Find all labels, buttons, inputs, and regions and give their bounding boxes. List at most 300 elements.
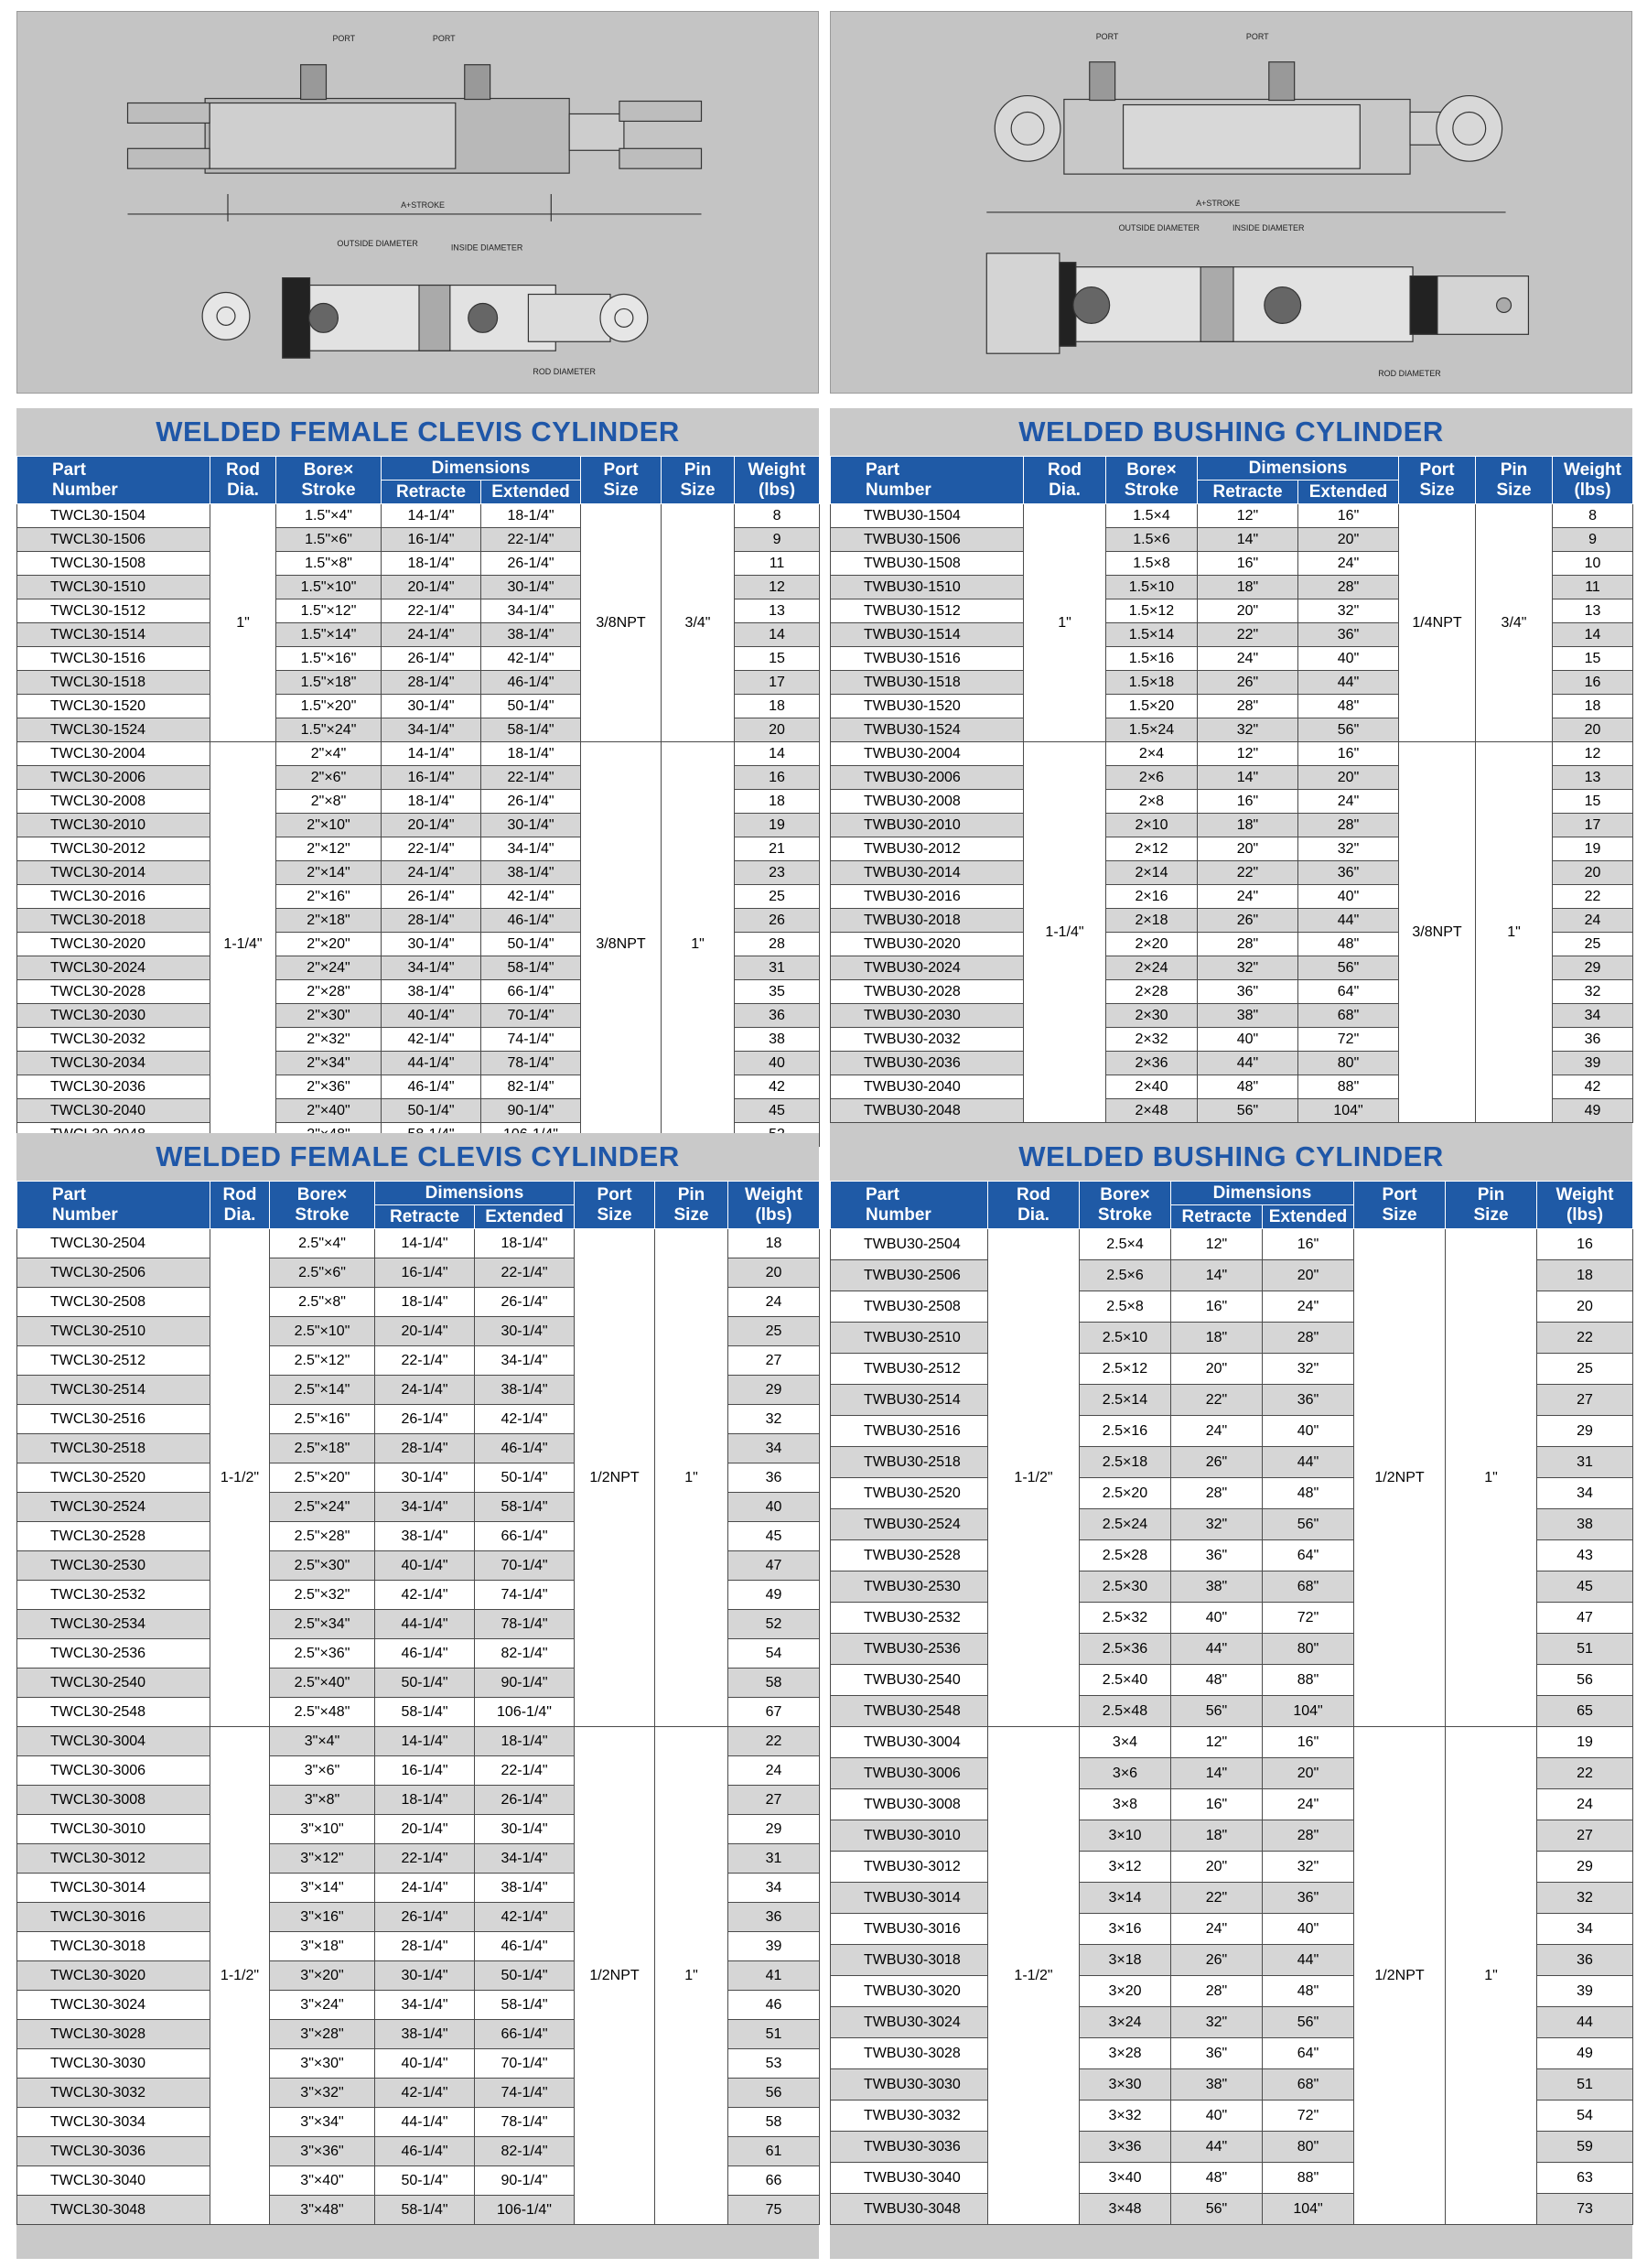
retract-length: 26" bbox=[1198, 671, 1298, 695]
weight: 36 bbox=[728, 1903, 820, 1932]
extended-length: 38-1/4" bbox=[475, 1376, 575, 1405]
weight: 20 bbox=[1553, 861, 1633, 885]
part-number: TWCL30-3016 bbox=[17, 1903, 210, 1932]
bore-stroke: 1.5×20 bbox=[1106, 695, 1198, 718]
extended-length: 50-1/4" bbox=[475, 1463, 575, 1493]
bore-stroke: 2×16 bbox=[1106, 885, 1198, 909]
bore-stroke: 2.5"×36" bbox=[270, 1639, 375, 1669]
retract-length: 24" bbox=[1198, 647, 1298, 671]
bore-stroke: 1.5"×6" bbox=[276, 528, 382, 552]
bore-stroke: 2.5"×10" bbox=[270, 1317, 375, 1346]
retract-length: 56" bbox=[1198, 1099, 1298, 1123]
part-number: TWBU30-2014 bbox=[831, 861, 1024, 885]
bushing-cylinder-drawing bbox=[830, 11, 1632, 394]
extended-length: 66-1/4" bbox=[481, 980, 581, 1004]
retract-length: 24" bbox=[1171, 1416, 1263, 1447]
extended-length: 80" bbox=[1263, 1634, 1354, 1665]
weight: 65 bbox=[1537, 1696, 1633, 1727]
weight: 45 bbox=[728, 1522, 820, 1551]
retract-length: 44-1/4" bbox=[375, 1610, 475, 1639]
pin-size: 3/4" bbox=[1476, 504, 1553, 742]
part-number: TWBU30-2514 bbox=[831, 1385, 988, 1416]
bore-stroke: 2×10 bbox=[1106, 814, 1198, 837]
weight: 43 bbox=[1537, 1540, 1633, 1571]
bore-stroke: 2×28 bbox=[1106, 980, 1198, 1004]
extended-length: 72" bbox=[1263, 2101, 1354, 2132]
weight: 39 bbox=[1537, 1976, 1633, 2007]
weight: 34 bbox=[1553, 1004, 1633, 1028]
part-number: TWCL30-2524 bbox=[17, 1493, 210, 1522]
weight: 34 bbox=[728, 1874, 820, 1903]
table-row bbox=[831, 1229, 1633, 1260]
weight: 26 bbox=[735, 909, 820, 933]
bore-stroke: 2×36 bbox=[1106, 1052, 1198, 1075]
weight: 58 bbox=[728, 2108, 820, 2137]
weight: 8 bbox=[735, 504, 820, 528]
retract-length: 50-1/4" bbox=[382, 1099, 481, 1123]
extended-length: 58-1/4" bbox=[475, 1991, 575, 2020]
part-number: TWBU30-2518 bbox=[831, 1447, 988, 1478]
bore-stroke: 3"×14" bbox=[270, 1874, 375, 1903]
weight: 13 bbox=[1553, 766, 1633, 790]
weight: 27 bbox=[1537, 1820, 1633, 1852]
retract-length: 28" bbox=[1171, 1478, 1263, 1509]
retract-length: 46-1/4" bbox=[375, 2137, 475, 2166]
extended-length: 50-1/4" bbox=[481, 933, 581, 956]
part-number: TWBU30-3018 bbox=[831, 1945, 988, 1976]
part-number: TWBU30-2040 bbox=[831, 1075, 1024, 1099]
part-number: TWCL30-2534 bbox=[17, 1610, 210, 1639]
part-number: TWBU30-3008 bbox=[831, 1789, 988, 1820]
retract-length: 50-1/4" bbox=[375, 2166, 475, 2196]
bore-stroke: 1.5"×18" bbox=[276, 671, 382, 695]
bore-stroke: 1.5×14 bbox=[1106, 623, 1198, 647]
weight: 31 bbox=[1537, 1447, 1633, 1478]
weight: 46 bbox=[728, 1991, 820, 2020]
bore-stroke: 2.5"×14" bbox=[270, 1376, 375, 1405]
weight: 32 bbox=[728, 1405, 820, 1434]
part-number: TWCL30-2520 bbox=[17, 1463, 210, 1493]
retract-length: 22-1/4" bbox=[375, 1844, 475, 1874]
bore-stroke: 2"×30" bbox=[276, 1004, 382, 1028]
part-number: TWCL30-2512 bbox=[17, 1346, 210, 1376]
part-number: TWCL30-1504 bbox=[17, 504, 210, 528]
rod-diameter: 1-1/4" bbox=[1024, 742, 1106, 1123]
weight: 16 bbox=[1537, 1229, 1633, 1260]
weight: 41 bbox=[728, 1961, 820, 1991]
retract-length: 14-1/4" bbox=[375, 1229, 475, 1258]
retract-length: 14-1/4" bbox=[382, 504, 481, 528]
retract-length: 30-1/4" bbox=[375, 1961, 475, 1991]
retract-length: 42-1/4" bbox=[375, 1581, 475, 1610]
bore-stroke: 2"×6" bbox=[276, 766, 382, 790]
part-number: TWCL30-2006 bbox=[17, 766, 210, 790]
retract-length: 38" bbox=[1198, 1004, 1298, 1028]
extended-length: 40" bbox=[1298, 647, 1399, 671]
bore-stroke: 2.5"×18" bbox=[270, 1434, 375, 1463]
bore-stroke: 2"×20" bbox=[276, 933, 382, 956]
bore-stroke: 2.5×20 bbox=[1080, 1478, 1171, 1509]
extended-length: 64" bbox=[1263, 2038, 1354, 2069]
extended-length: 88" bbox=[1298, 1075, 1399, 1099]
retract-length: 28-1/4" bbox=[382, 909, 481, 933]
part-number: TWCL30-3018 bbox=[17, 1932, 210, 1961]
extended-length: 74-1/4" bbox=[475, 2079, 575, 2108]
extended-length: 16" bbox=[1263, 1229, 1354, 1260]
retract-length: 22-1/4" bbox=[375, 1346, 475, 1376]
part-number: TWBU30-1520 bbox=[831, 695, 1024, 718]
part-number: TWBU30-2528 bbox=[831, 1540, 988, 1571]
bore-stroke: 3"×4" bbox=[270, 1727, 375, 1756]
bore-stroke: 1.5"×24" bbox=[276, 718, 382, 742]
weight: 45 bbox=[735, 1099, 820, 1123]
bore-stroke: 3"×28" bbox=[270, 2020, 375, 2049]
weight: 19 bbox=[1537, 1727, 1633, 1758]
part-number: TWBU30-1514 bbox=[831, 623, 1024, 647]
retract-length: 20" bbox=[1198, 599, 1298, 623]
bore-stroke: 2"×36" bbox=[276, 1075, 382, 1099]
weight: 47 bbox=[728, 1551, 820, 1581]
extended-length: 68" bbox=[1263, 1571, 1354, 1603]
bore-stroke: 2"×24" bbox=[276, 956, 382, 980]
bore-stroke: 3"×24" bbox=[270, 1991, 375, 2020]
retract-length: 40" bbox=[1171, 2101, 1263, 2132]
extended-length: 22-1/4" bbox=[475, 1756, 575, 1786]
part-number: TWCL30-2024 bbox=[17, 956, 210, 980]
retract-length: 34-1/4" bbox=[382, 718, 481, 742]
extended-length: 46-1/4" bbox=[481, 671, 581, 695]
retract-length: 26-1/4" bbox=[375, 1903, 475, 1932]
part-number: TWCL30-1520 bbox=[17, 695, 210, 718]
retract-length: 20-1/4" bbox=[382, 814, 481, 837]
bore-stroke: 2×18 bbox=[1106, 909, 1198, 933]
bore-stroke: 1.5×16 bbox=[1106, 647, 1198, 671]
retract-length: 58-1/4" bbox=[375, 1698, 475, 1727]
retract-length: 22" bbox=[1171, 1883, 1263, 1914]
part-number: TWBU30-2520 bbox=[831, 1478, 988, 1509]
extended-length: 56" bbox=[1298, 956, 1399, 980]
bore-stroke: 3×36 bbox=[1080, 2132, 1171, 2163]
retract-length: 58-1/4" bbox=[375, 2196, 475, 2225]
bore-stroke: 3×24 bbox=[1080, 2007, 1171, 2038]
extended-length: 80" bbox=[1298, 1052, 1399, 1075]
rod-diameter: 1-1/2" bbox=[210, 1229, 270, 1727]
retract-length: 18-1/4" bbox=[375, 1288, 475, 1317]
weight: 40 bbox=[728, 1493, 820, 1522]
retract-length: 20" bbox=[1171, 1852, 1263, 1883]
retract-length: 40-1/4" bbox=[382, 1004, 481, 1028]
part-number: TWBU30-2012 bbox=[831, 837, 1024, 861]
bushing-table-section-2 bbox=[830, 1133, 1632, 2259]
extended-length: 72" bbox=[1298, 1028, 1399, 1052]
port-size: 1/2NPT bbox=[575, 1229, 655, 1727]
weight: 39 bbox=[728, 1932, 820, 1961]
retract-length: 40" bbox=[1198, 1028, 1298, 1052]
bore-stroke: 3×30 bbox=[1080, 2069, 1171, 2101]
part-number: TWBU30-1508 bbox=[831, 552, 1024, 576]
part-number: TWCL30-1508 bbox=[17, 552, 210, 576]
retract-length: 26-1/4" bbox=[375, 1405, 475, 1434]
retract-length: 38-1/4" bbox=[382, 980, 481, 1004]
weight: 27 bbox=[728, 1786, 820, 1815]
weight: 14 bbox=[1553, 623, 1633, 647]
extended-length: 82-1/4" bbox=[475, 2137, 575, 2166]
part-number: TWCL30-3020 bbox=[17, 1961, 210, 1991]
part-number: TWBU30-2516 bbox=[831, 1416, 988, 1447]
extended-length: 48" bbox=[1263, 1976, 1354, 2007]
weight: 34 bbox=[1537, 1478, 1633, 1509]
extended-length: 26-1/4" bbox=[475, 1786, 575, 1815]
weight: 13 bbox=[1553, 599, 1633, 623]
part-number: TWCL30-3010 bbox=[17, 1815, 210, 1844]
extended-length: 22-1/4" bbox=[475, 1258, 575, 1288]
bore-stroke: 2.5"×24" bbox=[270, 1493, 375, 1522]
weight: 28 bbox=[735, 933, 820, 956]
port-label-2: PORT bbox=[432, 33, 456, 43]
extended-length: 40" bbox=[1298, 885, 1399, 909]
bore-stroke: 2"×8" bbox=[276, 790, 382, 814]
bore-stroke: 2"×28" bbox=[276, 980, 382, 1004]
bore-stroke: 2.5"×32" bbox=[270, 1581, 375, 1610]
bore-stroke: 1.5"×20" bbox=[276, 695, 382, 718]
retract-length: 12" bbox=[1171, 1727, 1263, 1758]
bore-stroke: 3"×48" bbox=[270, 2196, 375, 2225]
port-size: 1/2NPT bbox=[1354, 1727, 1446, 2225]
retract-length: 20-1/4" bbox=[375, 1317, 475, 1346]
rod-diameter: 1-1/4" bbox=[210, 742, 276, 1147]
part-number: TWCL30-1518 bbox=[17, 671, 210, 695]
bore-stroke: 2"×10" bbox=[276, 814, 382, 837]
bore-stroke: 1.5×12 bbox=[1106, 599, 1198, 623]
extended-length: 34-1/4" bbox=[475, 1346, 575, 1376]
extended-length: 46-1/4" bbox=[475, 1434, 575, 1463]
weight: 32 bbox=[1553, 980, 1633, 1004]
bore-stroke: 2.5"×34" bbox=[270, 1610, 375, 1639]
section-title: WELDED BUSHING CYLINDER bbox=[1018, 416, 1444, 448]
part-number: TWBU30-1512 bbox=[831, 599, 1024, 623]
weight: 27 bbox=[1537, 1385, 1633, 1416]
retract-length: 38" bbox=[1171, 1571, 1263, 1603]
rod-diameter: 1" bbox=[1024, 504, 1106, 742]
bore-stroke: 2.5×6 bbox=[1080, 1260, 1171, 1291]
retract-length: 16-1/4" bbox=[375, 1756, 475, 1786]
bore-stroke: 2"×40" bbox=[276, 1099, 382, 1123]
bore-stroke: 2.5×18 bbox=[1080, 1447, 1171, 1478]
extended-length: 70-1/4" bbox=[475, 1551, 575, 1581]
clevis-cylinder-drawing bbox=[16, 11, 819, 394]
extended-length: 42-1/4" bbox=[481, 647, 581, 671]
retract-length: 16-1/4" bbox=[375, 1258, 475, 1288]
retract-length: 22" bbox=[1171, 1385, 1263, 1416]
extended-length: 68" bbox=[1298, 1004, 1399, 1028]
part-number: TWCL30-3030 bbox=[17, 2049, 210, 2079]
retract-length: 12" bbox=[1171, 1229, 1263, 1260]
table-row bbox=[17, 1229, 820, 1258]
bore-stroke: 3×18 bbox=[1080, 1945, 1171, 1976]
extended-length: 30-1/4" bbox=[481, 576, 581, 599]
bore-stroke: 3"×12" bbox=[270, 1844, 375, 1874]
retract-length: 24-1/4" bbox=[375, 1874, 475, 1903]
weight: 16 bbox=[1553, 671, 1633, 695]
part-number: TWCL30-3032 bbox=[17, 2079, 210, 2108]
part-number: TWCL30-3028 bbox=[17, 2020, 210, 2049]
part-number: TWCL30-3014 bbox=[17, 1874, 210, 1903]
clevis-table-section-2 bbox=[16, 1133, 819, 2259]
part-number: TWBU30-3010 bbox=[831, 1820, 988, 1852]
weight: 21 bbox=[735, 837, 820, 861]
part-number: TWCL30-2516 bbox=[17, 1405, 210, 1434]
bore-stroke: 2.5×36 bbox=[1080, 1634, 1171, 1665]
retract-length: 22-1/4" bbox=[382, 599, 481, 623]
part-number: TWBU30-1506 bbox=[831, 528, 1024, 552]
weight: 51 bbox=[1537, 1634, 1633, 1665]
part-number: TWCL30-2510 bbox=[17, 1317, 210, 1346]
part-number: TWCL30-2514 bbox=[17, 1376, 210, 1405]
weight: 47 bbox=[1537, 1603, 1633, 1634]
retract-length: 12" bbox=[1198, 742, 1298, 766]
extended-length: 34-1/4" bbox=[481, 599, 581, 623]
part-number: TWBU30-1504 bbox=[831, 504, 1024, 528]
extended-length: 18-1/4" bbox=[481, 742, 581, 766]
bore-stroke: 3×6 bbox=[1080, 1758, 1171, 1789]
retract-length: 24" bbox=[1171, 1914, 1263, 1945]
weight: 8 bbox=[1553, 504, 1633, 528]
stroke-label: A+STROKE bbox=[1196, 198, 1241, 208]
bore-stroke: 2"×18" bbox=[276, 909, 382, 933]
part-number: TWCL30-2014 bbox=[17, 861, 210, 885]
port-size: 1/4NPT bbox=[1399, 504, 1476, 742]
port-label-2: PORT bbox=[1245, 31, 1269, 41]
table-row bbox=[831, 1727, 1633, 1758]
retract-length: 18" bbox=[1171, 1323, 1263, 1354]
bore-stroke: 3"×32" bbox=[270, 2079, 375, 2108]
bore-stroke: 2.5"×16" bbox=[270, 1405, 375, 1434]
rod-diameter-label: ROD DIAMETER bbox=[1378, 369, 1441, 379]
retract-length: 46-1/4" bbox=[382, 1075, 481, 1099]
bore-stroke: 2"×4" bbox=[276, 742, 382, 766]
retract-length: 28" bbox=[1198, 933, 1298, 956]
part-number: TWBU30-3006 bbox=[831, 1758, 988, 1789]
retract-length: 20-1/4" bbox=[375, 1815, 475, 1844]
weight: 58 bbox=[728, 1669, 820, 1698]
weight: 35 bbox=[735, 980, 820, 1004]
weight: 11 bbox=[1553, 576, 1633, 599]
retract-length: 20" bbox=[1198, 837, 1298, 861]
weight: 42 bbox=[1553, 1075, 1633, 1099]
weight: 12 bbox=[1553, 742, 1633, 766]
part-number: TWBU30-2030 bbox=[831, 1004, 1024, 1028]
part-number: TWCL30-3004 bbox=[17, 1727, 210, 1756]
inside-diameter-label: INSIDE DIAMETER bbox=[450, 243, 523, 253]
port-size: 3/8NPT bbox=[581, 504, 662, 742]
bore-stroke: 3"×34" bbox=[270, 2108, 375, 2137]
retract-length: 22" bbox=[1198, 623, 1298, 647]
extended-length: 34-1/4" bbox=[475, 1844, 575, 1874]
bore-stroke: 3×10 bbox=[1080, 1820, 1171, 1852]
bore-stroke: 2×8 bbox=[1106, 790, 1198, 814]
part-number: TWBU30-2006 bbox=[831, 766, 1024, 790]
spec-table: Part Number Rod Dia. Bore× Stroke Dimensions Port Size Pin Size Weight (lbs) Retracte Extended TWBU30-1504 1" 1.5×4 12" 16" 1/4NPT 3/4" 8 TWBU30-1506 1.5×6 14" 20" 9 TWBU30-1508 1.5×8 16" 24" 10 TWBU30-1510 1.5×10 18" 28" 11 TWBU30-1512 1.5×12 20" 32" 13 TWBU30-1514 1.5×14 22" 36" 14 TWBU30-1516 1.5×16 24" 40" 15 TWBU30-1518 1.5×18 26" 44" 16 TWBU30-1520 1.5×20 28" 48" 18 TWBU30-1524 1.5×24 32" 56" 20 TWBU30-2004 1-1/4" 2×4 12" 16" 3/8NPT 1" 12 TWBU30-2006 2×6 14" 20" 13 TWBU30-2008 2×8 16" 24" 15 TWBU30-2010 2×10 18" 28" 17 TWBU30-2012 2×12 20" 32" 19 TWBU30-2014 2×14 22" 36" 20 TWBU30-2016 2×16 24" 40" 22 TWBU30-2018 2×18 26" 44" 24 TWBU30-2020 2×20 28" 48" 25 TWBU30-2024 2×24 32" 56" 29 TWBU30-2028 2×28 36" 64" 32 TWBU30-2030 2×30 38" 68" 34 TWBU30-2032 2×32 40" 72" 36 TWBU30-2036 2×36 44" 80" 39 TWBU30-2040 2×40 48" 88" 42 TWBU30-2048 2×48 56" 104" 49 bbox=[830, 456, 1633, 1123]
weight: 36 bbox=[735, 1004, 820, 1028]
retract-length: 56" bbox=[1171, 1696, 1263, 1727]
weight: 51 bbox=[1537, 2069, 1633, 2101]
pin-size: 1" bbox=[662, 742, 735, 1147]
bore-stroke: 2×14 bbox=[1106, 861, 1198, 885]
extended-length: 16" bbox=[1298, 504, 1399, 528]
bore-stroke: 1.5"×10" bbox=[276, 576, 382, 599]
retract-length: 32" bbox=[1198, 718, 1298, 742]
retract-length: 48" bbox=[1171, 1665, 1263, 1696]
retract-length: 26-1/4" bbox=[382, 647, 481, 671]
retract-length: 56" bbox=[1171, 2194, 1263, 2225]
bore-stroke: 3×48 bbox=[1080, 2194, 1171, 2225]
retract-length: 18-1/4" bbox=[382, 790, 481, 814]
retract-length: 26" bbox=[1198, 909, 1298, 933]
extended-length: 20" bbox=[1298, 766, 1399, 790]
bore-stroke: 3×20 bbox=[1080, 1976, 1171, 2007]
part-number: TWCL30-1514 bbox=[17, 623, 210, 647]
extended-length: 56" bbox=[1263, 1509, 1354, 1540]
bore-stroke: 3"×18" bbox=[270, 1932, 375, 1961]
weight: 24 bbox=[1537, 1789, 1633, 1820]
bore-stroke: 2×24 bbox=[1106, 956, 1198, 980]
bore-stroke: 2.5"×6" bbox=[270, 1258, 375, 1288]
weight: 36 bbox=[1537, 1945, 1633, 1976]
part-number: TWBU30-3012 bbox=[831, 1852, 988, 1883]
extended-length: 30-1/4" bbox=[475, 1815, 575, 1844]
port-label-1: PORT bbox=[1095, 31, 1119, 41]
extended-length: 78-1/4" bbox=[481, 1052, 581, 1075]
part-number: TWCL30-2530 bbox=[17, 1551, 210, 1581]
extended-length: 18-1/4" bbox=[475, 1229, 575, 1258]
retract-length: 36" bbox=[1171, 1540, 1263, 1571]
retract-length: 16-1/4" bbox=[382, 766, 481, 790]
retract-length: 44-1/4" bbox=[382, 1052, 481, 1075]
part-number: TWBU30-3032 bbox=[831, 2101, 988, 2132]
retract-length: 20" bbox=[1171, 1354, 1263, 1385]
retract-length: 34-1/4" bbox=[375, 1991, 475, 2020]
part-number: TWBU30-2008 bbox=[831, 790, 1024, 814]
extended-length: 58-1/4" bbox=[475, 1493, 575, 1522]
extended-length: 42-1/4" bbox=[481, 885, 581, 909]
part-number: TWCL30-1510 bbox=[17, 576, 210, 599]
part-number: TWBU30-1524 bbox=[831, 718, 1024, 742]
part-number: TWBU30-1518 bbox=[831, 671, 1024, 695]
pin-size: 1" bbox=[655, 1727, 728, 2225]
bore-stroke: 2.5"×28" bbox=[270, 1522, 375, 1551]
part-number: TWCL30-3024 bbox=[17, 1991, 210, 2020]
port-size: 1/2NPT bbox=[575, 1727, 655, 2225]
extended-length: 106-1/4" bbox=[475, 1698, 575, 1727]
retract-length: 14" bbox=[1171, 1260, 1263, 1291]
retract-length: 18" bbox=[1198, 576, 1298, 599]
rod-diameter: 1-1/2" bbox=[210, 1727, 270, 2225]
port-size: 1/2NPT bbox=[1354, 1229, 1446, 1727]
weight: 18 bbox=[1553, 695, 1633, 718]
weight: 51 bbox=[728, 2020, 820, 2049]
retract-length: 30-1/4" bbox=[382, 933, 481, 956]
part-number: TWCL30-2036 bbox=[17, 1075, 210, 1099]
spec-table: Part Number Rod Dia. Bore× Stroke Dimensions Port Size Pin Size Weight (lbs) Retracte Extended TWCL30-2504 1-1/2" 2.5"×4" 14-1/4" 18-1/4" 1/2NPT 1" 18 TWCL30-2506 2.5"×6" 16-1/4" 22-1/4" 20 TWCL30-2508 2.5"×8" 18-1/4" 26-1/4" 24 TWCL30-2510 2.5"×10" 20-1/4" 30-1/4" 25 TWCL30-2512 2.5"×12" 22-1/4" 34-1/4" 27 TWCL30-2514 2.5"×14" 24-1/4" 38-1/4" 29 TWCL30-2516 2.5"×16" 26-1/4" 42-1/4" 32 TWCL30-2518 2.5"×18" 28-1/4" 46-1/4" 34 TWCL30-2520 2.5"×20" 30-1/4" 50-1/4" 36 TWCL30-2524 2.5"×24" 34-1/4" 58-1/4" 40 TWCL30-2528 2.5"×28" 38-1/4" 66-1/4" 45 TWCL30-2530 2.5"×30" 40-1/4" 70-1/4" 47 TWCL30-2532 2.5"×32" 42-1/4" 74-1/4" 49 TWCL30-2534 2.5"×34" 44-1/4" 78-1/4" 52 TWCL30-2536 2.5"×36" 46-1/4" 82-1/4" 54 TWCL30-2540 2.5"×40" 50-1/4" 90-1/4" 58 TWCL30-2548 2.5"×48" 58-1/4" 106-1/4" 67 TWCL30-3004 1-1/2" 3"×4" 14-1/4" 18-1/4" 1/2NPT 1" 22 TWCL30-3006 3"×6" 16-1/4" 22-1/4" 24 TWCL30-3008 3"×8" 18-1/4" 26-1/4" 27 TWCL30-3010 3"×10" 20-1/4" 30-1/4" 29 TWCL30-3012 3"×12" 22-1/4" 34-1/4" 31 TWCL30-3014 3"×14" 24-1/4" 38-1/4" 34 TWCL30-3016 3"×16" 26-1/4" 42-1/4" 36 TWCL30-3018 3"×18" 28-1/4" 46-1/4" 39 TWCL30-3020 3"×20" 30-1/4" 50-1/4" 41 TWCL30-3024 3"×24" 34-1/4" 58-1/4" 46 TWCL30-3028 3"×28" 38-1/4" 66-1/4" 51 TWCL30-3030 3"×30" 40-1/4" 70-1/4" 53 TWCL30-3032 3"×32" 42-1/4" 74-1/4" 56 TWCL30-3034 3"×34" 44-1/4" 78-1/4" 58 TWCL30-3036 3"×36" 46-1/4" 82-1/4" 61 TWCL30-3040 3"×40" 50-1/4" 90-1/4" 66 TWCL30-3048 3"×48" 58-1/4" 106-1/4" 75 bbox=[16, 1181, 820, 2225]
extended-length: 90-1/4" bbox=[475, 1669, 575, 1698]
extended-length: 36" bbox=[1298, 861, 1399, 885]
weight: 36 bbox=[1553, 1028, 1633, 1052]
weight: 12 bbox=[735, 576, 820, 599]
bore-stroke: 1.5"×4" bbox=[276, 504, 382, 528]
bore-stroke: 2"×34" bbox=[276, 1052, 382, 1075]
clevis-table-section-1 bbox=[16, 408, 819, 1133]
extended-length: 88" bbox=[1263, 1665, 1354, 1696]
